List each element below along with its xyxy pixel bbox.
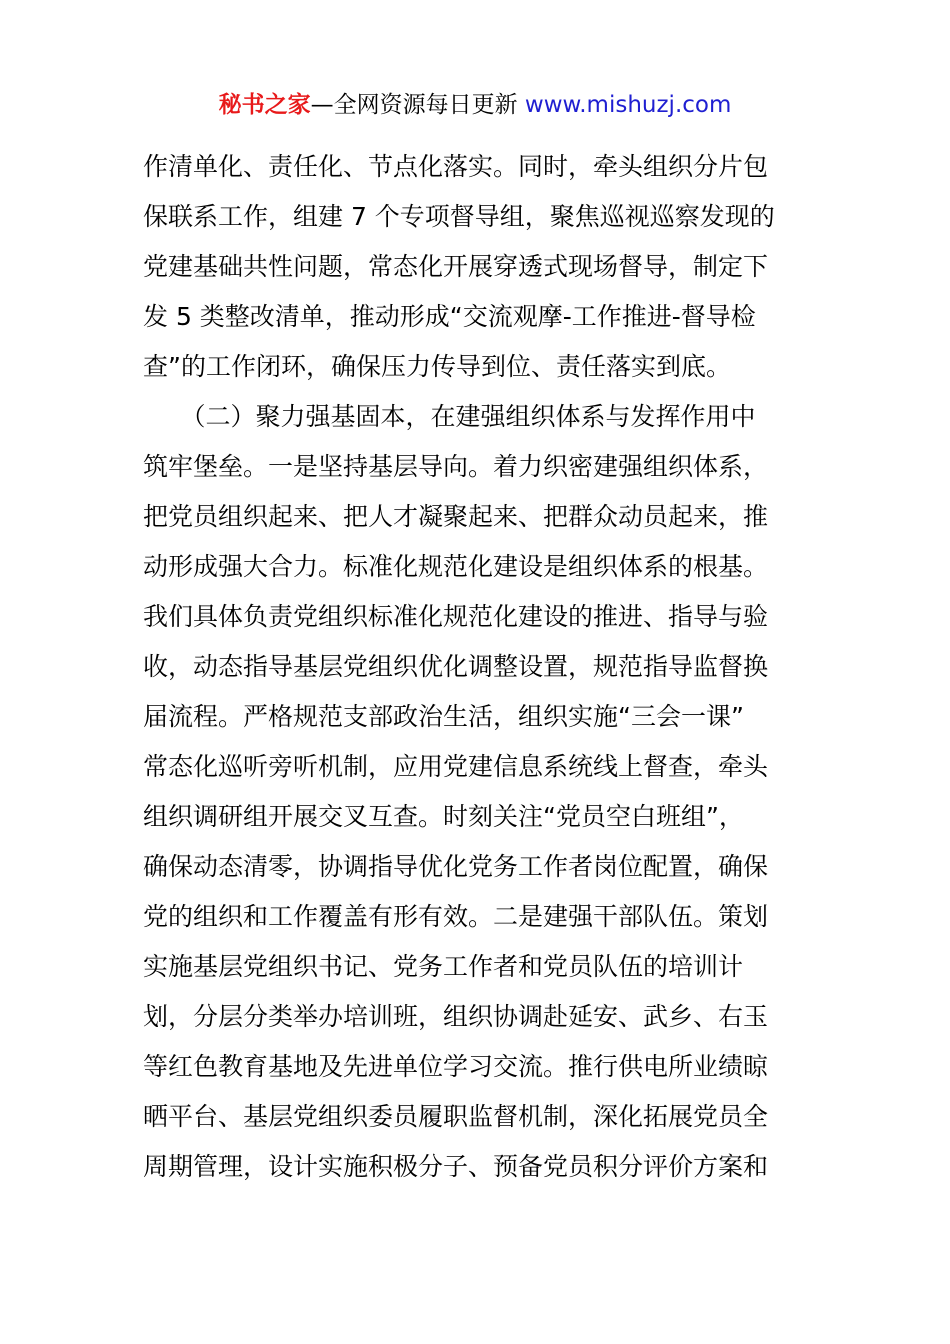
body-line: 组织调研组开展交叉互查。时刻关注“党员空白班组”，	[143, 802, 744, 831]
document-body	[143, 142, 809, 1192]
body-line: 收，动态指导基层党组织优化调整设置，规范指导监督换	[143, 652, 769, 681]
body-line: 保联系工作，组建 7 个专项督导组，聚焦巡视巡察发现的	[143, 202, 775, 231]
body-line: 动形成强大合力。标准化规范化建设是组织体系的根基。	[143, 552, 769, 581]
site-brand: 秘书之家	[218, 92, 311, 118]
body-line: 常态化巡听旁听机制，应用党建信息系统线上督查，牵头	[143, 752, 769, 781]
body-line: 查”的工作闭环，确保压力传导到位、责任落实到底。	[143, 352, 731, 381]
site-tagline: —全网资源每日更新	[310, 92, 518, 118]
body-line: 作清单化、责任化、节点化落实。同时，牵头组织分片包	[143, 152, 769, 181]
page-header	[0, 88, 950, 122]
body-line: 发 5 类整改清单，推动形成“交流观摩-工作推进-督导检	[143, 302, 756, 331]
body-line: 筑牢堡垒。一是坚持基层导向。着力织密建强组织体系，	[143, 452, 769, 481]
section-heading-line: （二）聚力强基固本，在建强组织体系与发挥作用中	[143, 402, 756, 431]
body-line: 实施基层党组织书记、党务工作者和党员队伍的培训计	[143, 952, 744, 981]
body-line: 我们具体负责党组织标准化规范化建设的推进、指导与验	[143, 602, 769, 631]
body-line: 晒平台、基层党组织委员履职监督机制，深化拓展党员全	[143, 1102, 769, 1131]
site-url-link[interactable]: www.mishuzj.com	[524, 92, 732, 118]
body-line: 划，分层分类举办培训班，组织协调赴延安、武乡、右玉	[143, 1002, 769, 1031]
body-line: 党的组织和工作覆盖有形有效。二是建强干部队伍。策划	[143, 902, 769, 931]
body-line: 周期管理，设计实施积极分子、预备党员积分评价方案和	[143, 1152, 769, 1181]
body-line: 把党员组织起来、把人才凝聚起来、把群众动员起来，推	[143, 502, 769, 531]
body-line: 党建基础共性问题，常态化开展穿透式现场督导，制定下	[143, 252, 769, 281]
body-line: 确保动态清零，协调指导优化党务工作者岗位配置，确保	[143, 852, 769, 881]
body-line: 等红色教育基地及先进单位学习交流。推行供电所业绩晾	[143, 1052, 769, 1081]
body-line: 届流程。严格规范支部政治生活，组织实施“三会一课”	[143, 702, 744, 731]
